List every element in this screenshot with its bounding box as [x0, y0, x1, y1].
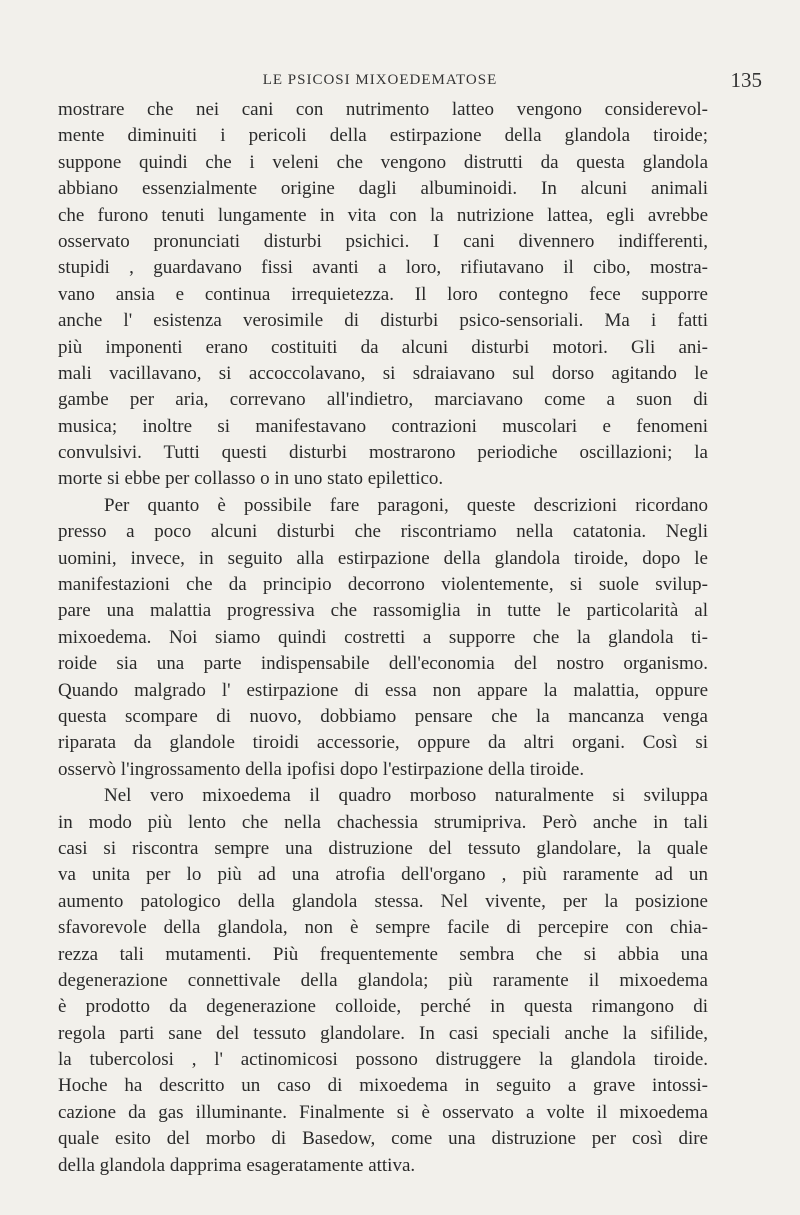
- text-line: in modo più lento che nella chachessia strumipriva. Però anche in tali: [58, 811, 708, 833]
- paragraph-3: [58, 783, 708, 1179]
- text-line: che furono tenuti lungamente in vita con la nutrizione lattea, egli avrebbe: [58, 204, 708, 226]
- text-line: musica; inoltre si manifestavano contrazioni muscolari e fenomeni: [58, 415, 708, 437]
- text-line: casi si riscontra sempre una distruzione del tessuto glandolare, la quale: [58, 837, 708, 859]
- text-line: morte si ebbe per collasso o in uno stato epilettico.: [58, 468, 444, 490]
- text-line: regola parti sane del tessuto glandolare. In casi speciali anche la sifilide,: [58, 1022, 708, 1044]
- text-line: la tubercolosi , l' actinomicosi possono distruggere la glandola tiroide.: [58, 1049, 708, 1071]
- text-line: uomini, invece, in seguito alla estirpazione della glandola tiroide, dopo le: [58, 547, 708, 569]
- text-line: questa scompare di nuovo, dobbiamo pensare che la mancanza venga: [58, 705, 708, 727]
- text-line: abbiano essenzialmente origine dagli albuminoidi. In alcuni animali: [58, 178, 708, 200]
- text-line: manifestazioni che da principio decorrono violentemente, si suole svilup-: [58, 574, 708, 596]
- text-line: Per quanto è possibile fare paragoni, queste descrizioni ricordano: [104, 494, 708, 516]
- running-head: [0, 62, 800, 102]
- text-line: suppone quindi che i veleni che vengono distrutti da questa glandola: [58, 151, 708, 173]
- text-line: anche l' esistenza verosimile di disturbi psico-sensoriali. Ma i fatti: [58, 310, 708, 332]
- text-line: aumento patologico della glandola stessa. Nel vivente, per la posizione: [58, 890, 708, 912]
- text-line: presso a poco alcuni disturbi che riscontriamo nella catatonia. Negli: [58, 521, 708, 543]
- text-line: mali vacillavano, si accoccolavano, si sdraiavano sul dorso agitando le: [58, 362, 708, 384]
- text-line: convulsivi. Tutti questi disturbi mostrarono periodiche oscillazioni; la: [58, 442, 708, 464]
- text-line: è prodotto da degenerazione colloide, perché in questa rimangono di: [58, 996, 708, 1018]
- text-line: osservato pronunciati disturbi psichici. I cani divennero indifferenti,: [58, 230, 708, 252]
- text-line: degenerazione connettivale della glandola; più raramente il mixoedema: [58, 969, 708, 991]
- text-line: Hoche ha descritto un caso di mixoedema in seguito a grave intossi-: [58, 1075, 708, 1097]
- text-line: cazione da gas illuminante. Finalmente si è osservato a volte il mixoedema: [58, 1101, 708, 1123]
- text-line: della glandola dapprima esageratamente attiva.: [58, 1154, 416, 1176]
- text-line: osservò l'ingrossamento della ipofisi dopo l'estirpazione della tiroide.: [58, 758, 585, 780]
- text-line: riparata da glandole tiroidi accessorie, oppure da altri organi. Così si: [58, 732, 708, 754]
- text-line: stupidi , guardavano fissi avanti a loro, rifiutavano il cibo, mostra-: [58, 257, 708, 279]
- text-line: sfavorevole della glandola, non è sempre facile di percepire con chia-: [58, 917, 708, 939]
- text-line: va unita per lo più ad una atrofia dell'organo , più raramente ad un: [58, 864, 708, 886]
- text-line: mostrare che nei cani con nutrimento latteo vengono considerevol-: [58, 99, 708, 120]
- text-line: Quando malgrado l' estirpazione di essa non appare la malattia, oppure: [58, 679, 708, 701]
- running-title: LE PSICOSI MIXOEDEMATOSE: [262, 72, 498, 88]
- page-number: 135: [730, 68, 762, 92]
- text-line: vano ansia e continua irrequietezza. Il loro contegno fece supporre: [58, 283, 708, 305]
- paragraph-1: [58, 97, 708, 493]
- text-line: gambe per aria, correvano all'indietro, marciavano come a suon di: [58, 389, 708, 411]
- paragraph-2: [58, 493, 708, 783]
- text-line: pare una malattia progressiva che rassomiglia in tutte le particolarità al: [58, 600, 708, 622]
- text-line: roide sia una parte indispensabile dell'economia del nostro organismo.: [58, 653, 708, 675]
- body-text: [58, 97, 708, 1179]
- text-line: rezza tali mutamenti. Più frequentemente sembra che si abbia una: [58, 943, 708, 965]
- text-line: Nel vero mixoedema il quadro morboso naturalmente si sviluppa: [104, 785, 708, 807]
- text-line: quale esito del morbo di Basedow, come una distruzione per così dire: [58, 1128, 708, 1150]
- text-line: più imponenti erano costituiti da alcuni disturbi motori. Gli ani-: [58, 336, 708, 358]
- text-line: mixoedema. Noi siamo quindi costretti a supporre che la glandola ti-: [58, 626, 708, 648]
- text-line: mente diminuiti i pericoli della estirpazione della glandola tiroide;: [58, 125, 708, 147]
